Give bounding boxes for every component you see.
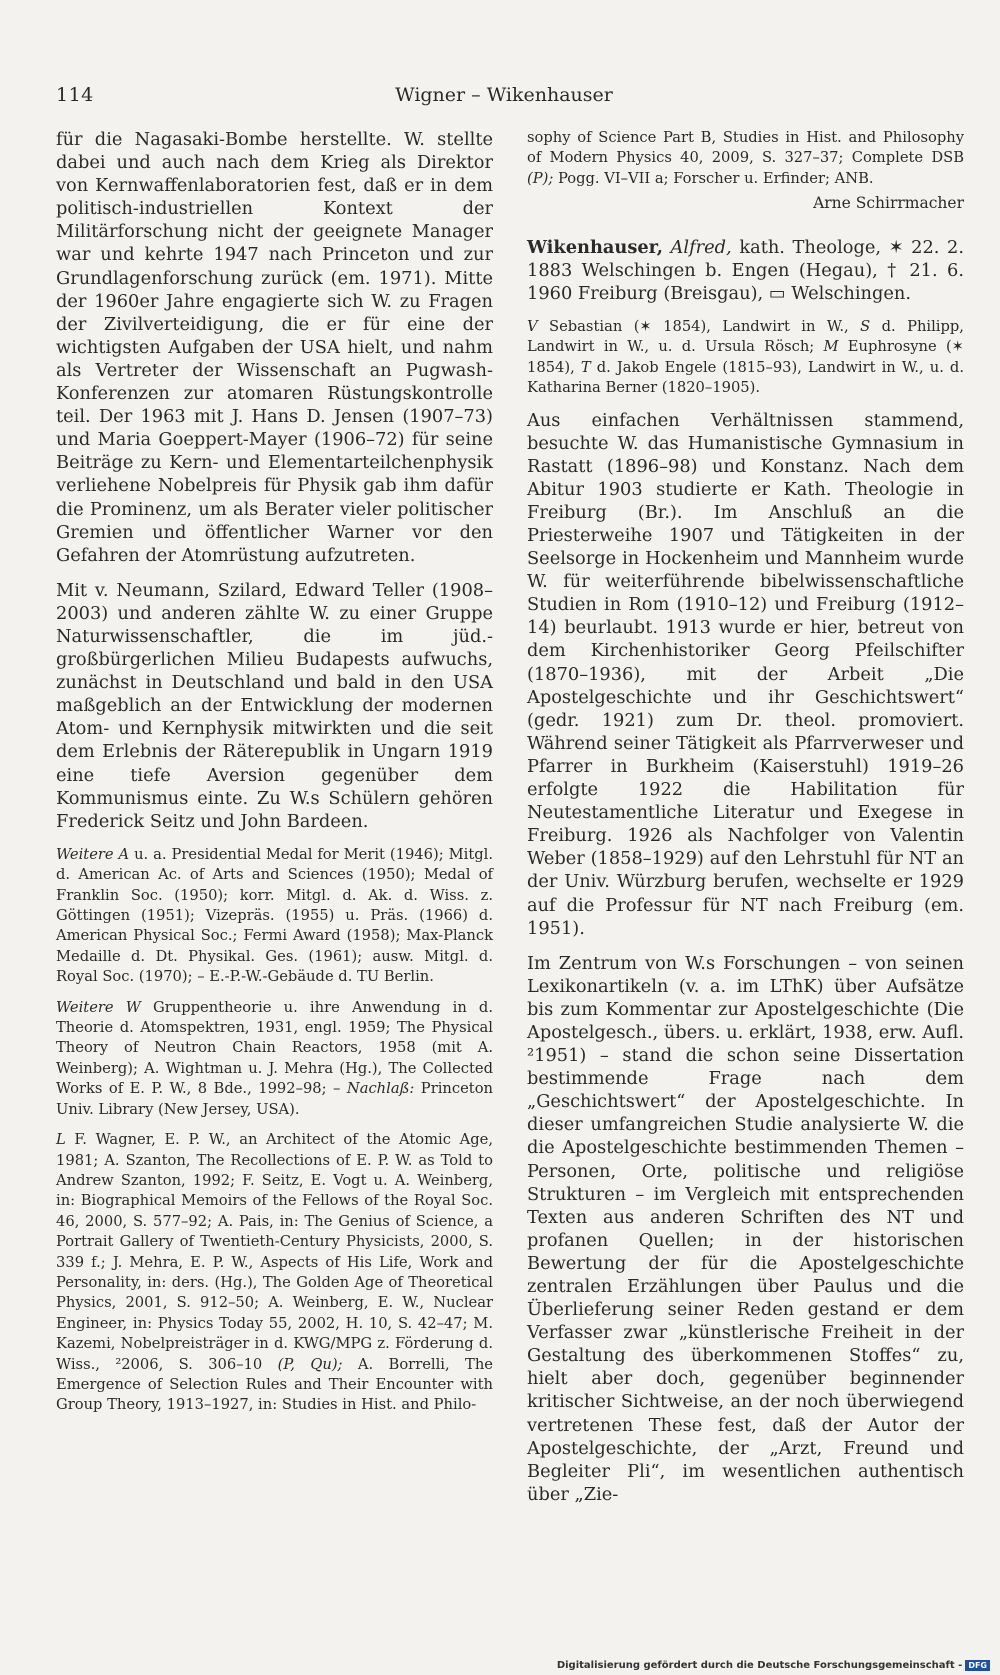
section-text: F. Wagner, E. P. W., an Architect of the Atomic Age, 1981; A. Szanton, The Recollections of E. P. W. as Told to Andrew Szanton, 1992; F. Seitz, E. Vogt u. A. Weinberg, in: Biographical Memoirs of the Fellows of the Royal Soc. 46, 2000, S. 577–92; A. Pais, in: The Genius of Science, a Portrait Gallery of Twentieth-Century Physicists, 2000, S. 339 f.; J. Mehra, E. P. W., Aspects of His Life, Work and Personality, in: ders. (Hg.), The Golden Age of Theoretical Physics, 2001, S. 912–50; A. Weinberg, E. W., Nuclear Engineer, in: Physics Today 55, 2002, H. 10, S. 42–47; M. Kazemi, Nobelpreisträger in d. KWG/MPG z. Förderung d. Wiss., ²2006, S. 306–10 <box>56 1131 493 1373</box>
family-label: V <box>527 317 538 335</box>
lemma-given-name: Alfred, <box>670 236 732 258</box>
section-text: sophy of Science Part B, Studies in Hist. and Philosophy of Modern Physics 40, 2009, S. 327–37; Complete DSB <box>527 129 964 167</box>
running-title: Wigner – Wikenhauser <box>395 84 613 106</box>
section-label: Nachlaß: <box>346 1080 415 1098</box>
footer-text: Digitalisierung gefördert durch die Deutsche Forschungsgemeinschaft - <box>556 1660 963 1671</box>
section-text: Princeton Univ. Library (New Jersey, USA). <box>56 1080 493 1118</box>
literatur-continued <box>527 128 964 189</box>
body-paragraph: Mit v. Neumann, Szilard, Edward Teller (1908–2003) und anderen zählte W. zu einer Gruppe Naturwissenschaftler, die im jüd.-großbürgerlichen Milieu Budapests aufwuchs, zunächst in Deutschland und bald in den USA maßgeblich an der Entwicklung der modernen Atom- und Kernphysik mitwirkten und die seit dem Erlebnis der Räterepublik in Ungarn 1919 eine tiefe Aversion gegenüber dem Kommunismus einte. Zu W.s Schülern gehören Frederick Seitz und John Bardeen. <box>56 579 493 832</box>
family-label: S <box>860 317 871 335</box>
page-header <box>56 84 952 114</box>
left-column <box>56 128 493 1426</box>
section-italic: (P, Qu); <box>277 1355 343 1373</box>
section-label: Weitere W <box>56 998 141 1016</box>
family-text: d. Jakob Engele (1815–93), Landwirt in W., u. d. Katharina Berner (1820–1905). <box>527 358 964 397</box>
family-text: Euphrosyne (✶ 1854), <box>527 338 964 376</box>
section-label: Weitere A <box>56 845 130 863</box>
digitization-footer <box>557 1660 990 1671</box>
section-text: Gruppentheorie u. ihre Anwendung in d. Theorie d. Atomspektren, 1931, engl. 1959; The Physical Theory of Neutron Chain Reactors, 1958 (mit A. Weinberg); A. Wightman u. J. Mehra (Hg.), The Collected Works of E. P. W., 8 Bde., 1992–98; – <box>56 998 494 1098</box>
section-label: L <box>56 1131 66 1149</box>
lemma-heading <box>527 236 964 305</box>
body-paragraph: für die Nagasaki-Bombe herstellte. W. stellte dabei und auch nach dem Krieg als Direktor von Kernwaffenlaboratorien fest, daß er in dem politisch-industriellen Kontext der Militärforschung nicht der geeignete Manager war und kehrte 1947 nach Princeton und zur Grundlagenforschung zurück (em. 1971). Mitte der 1960er Jahre engagierte sich W. zu Fragen der Zivilverteidigung, die er für eine der wichtigsten Aufgaben der USA hielt, und nahm als Vertreter der Wissenschaft an Pugwash-Konferenzen zur atomaren Rüstungskontrolle teil. Der 1963 mit J. Hans D. Jensen (1907–73) und Maria Goeppert-Mayer (1906–72) für seine Beiträge zu Kern- und Elementarteilchenphysik verliehene Nobelpreis für Physik gab ihm dafür die Prominenz, um als Berater vieler politischer Gremien und öffentlicher Warner vor den Gefahren der Atomrüstung aufzutreten. <box>56 129 493 566</box>
page-number: 114 <box>56 84 94 106</box>
section-text: Pogg. VI–VII a; Forscher u. Erfinder; ANB. <box>553 169 874 187</box>
article-author: Arne Schirrmacher <box>813 194 964 213</box>
section-italic: (P); <box>527 169 554 187</box>
family-text: d. Philipp, Landwirt in W., u. d. Ursula Rösch; <box>527 317 964 356</box>
body-paragraph: Aus einfachen Verhältnissen stammend, besuchte W. das Humanistische Gymnasium in Rastatt (1896–98) und Konstanz. Nach dem Abitur 1903 studierte er Kath. Theologie in Freiburg (Br.). Im Anschluß an die Priesterweihe 1907 und Tätigkeiten in der Seelsorge in Hockenheim und Mannheim wurde W. für weiterführende bibelwissenschaftliche Studien in Rom (1910–12) und Freiburg (1912–14) beurlaubt. 1913 wurde er hier, betreut von dem Kirchenhistoriker Georg Pfeilschifter (1870–1936), mit der Arbeit „Die Apostelgeschichte und ihr Geschichtswert“ (gedr. 1921) zum Dr. theol. promoviert. Während seiner Tätigkeit als Pfarrverweser und Pfarrer in Burkheim (Kaiserstuhl) 1919–26 erfolgte 1922 die Habilitation für Neutestamentliche Literatur und Exegese in Freiburg. 1926 als Nachfolger von Valentin Weber (1858–1929) auf den Lehrstuhl für NT an der Univ. Würzburg berufen, wechselte er 1929 auf die Professur für NT nach Freiburg (em. 1951). <box>527 409 964 939</box>
lemma-details: kath. Theologe, ✶ 22. 2. 1883 Welschingen b. Engen (Hegau), † 21. 6. 1960 Freiburg (Breisgau), ▭ Welschingen. <box>527 236 964 304</box>
right-column <box>527 128 964 1518</box>
section-text: A. Borrelli, The Emergence of Selection Rules and Their Encounter with Group Theory, 1913–1927, in: Studies in Hist. and Philo- <box>56 1355 493 1414</box>
body-paragraph: Im Zentrum von W.s Forschungen – von seinen Lexikonartikeln (v. a. im LThK) über Aufsätze bis zum Kommentar zur Apostelgeschichte (Die Apostelgesch., übers. u. erklärt, 1938, erw. Aufl. ²1951) – stand die schon seine Dissertation bestimmende Frage nach dem „Geschichtswert“ der Apostelgeschichte. In dieser umfangreichen Studie analysierte W. die die Apostelgeschichte bestimmenden Themen – Personen, Orte, politische und religiöse Strukturen – im Vergleich mit entsprechenden Texten aus anderen Schriften des NT und profanen Quellen; in der historischen Bewertung der für die Apostelgeschichte zentralen Erzählungen über Paulus und die Überlieferung seiner Reden gestand er dem Verfasser zwar „künstlerische Freiheit in der Gestaltung des überkommenen Stoffes“ zu, hielt aber doch, gegenüber beginnender kritischer Sichtweise, an der noch überwiegend vertretenen These fest, daß der Autor der Apostelgeschichte, der „Arzt, Freund und Begleiter Pli“, im wesentlichen authentisch über „Zie- <box>527 952 964 1505</box>
weitere-auszeichnungen <box>56 845 493 988</box>
lemma-name: Wikenhauser, <box>527 236 663 258</box>
family-info <box>527 317 964 399</box>
family-label: T <box>580 358 591 376</box>
weitere-werke <box>56 998 493 1120</box>
literatur <box>56 1130 493 1416</box>
dfg-logo: DFG <box>965 1660 990 1671</box>
family-label: M <box>823 338 839 356</box>
family-text: Sebastian (✶ 1854), Landwirt in W., <box>537 317 861 335</box>
section-text: u. a. Presidential Medal for Merit (1946); Mitgl. d. American Ac. of Arts and Sciences (1950); Medal of Franklin Soc. (1950); korr. Mitgl. d. Ak. d. Wiss. z. Göttingen (1951); Vizepräs. (1955) u. Präs. (1966) d. American Physical Soc.; Fermi Award (1958); Max-Planck Medaille d. Dt. Physikal. Ges. (1961); ausw. Mitgl. d. Royal Soc. (1970); – E.-P.-W.-Gebäude d. TU Berlin. <box>56 845 493 986</box>
